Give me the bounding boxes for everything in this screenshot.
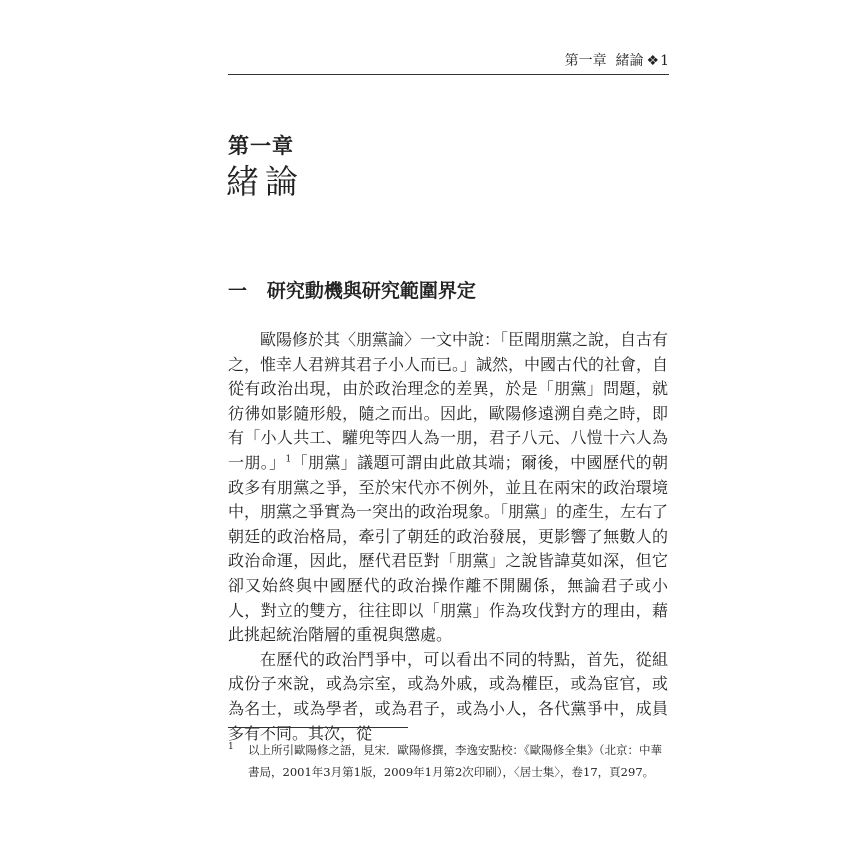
footnote-number: 1 xyxy=(228,742,234,752)
chapter-label: 第一章 xyxy=(228,134,294,158)
section-heading xyxy=(228,276,476,303)
running-header xyxy=(228,52,669,75)
header-title: 緒論 xyxy=(615,53,644,69)
page-number: 1 xyxy=(660,53,669,69)
diamond-icon: ❖ xyxy=(646,53,660,69)
paragraph-1 xyxy=(228,328,668,648)
footnote-divider xyxy=(228,727,408,728)
body-text xyxy=(228,328,668,746)
section-title: 研究動機與研究範圍界定 xyxy=(266,280,476,302)
header-chapter: 第一章 xyxy=(564,53,607,69)
footnote-text: 以上所引歐陽修之語，見宋．歐陽修撰，李逸安點校：《歐陽修全集》（北京：中華書局，2001年3月第1版，2009年1月第2次印刷），〈居士集〉，卷17，頁297。 xyxy=(248,743,662,779)
paragraph-2: 在歷代的政治鬥爭中，可以看出不同的特點，首先，從組成份子來說，或為宗室，或為外戚，或為權臣，或為宦官，或為名士，或為學者，或為君子，或為小人，各代黨爭中，成員多有不同。其次，從 xyxy=(228,649,668,743)
footnote xyxy=(228,739,668,783)
section-number: 一 xyxy=(228,280,248,302)
chapter-title: 緒論 xyxy=(226,162,304,201)
paragraph-1-part-a: 歐陽修於其〈朋黨論〉一文中說：「臣聞朋黨之說，自古有之，惟幸人君辨其君子小人而已。」誠然，中國古代的社會，自從有政治出現，由於政治理念的差異，於是「朋黨」問題，就彷彿如影隨形般，隨之而出。因此，歐陽修遠溯自堯之時，即有「小人共工、驩兜等四人為一朋，君子八元、八愷十六人為一朋。」 xyxy=(228,330,669,472)
paragraph-1-part-b: 「朋黨」議題可謂由此啟其端；爾後，中國歷代的朝政多有朋黨之爭，至於宋代亦不例外，並且在兩宋的政治環境中，朋黨之爭實為一突出的政治現象。「朋黨」的產生，左右了朝廷的政治格局，牽引了朝廷的政治發展，更影響了無數人的政治命運，因此，歷代君臣對「朋黨」之說皆諱莫如深，但它卻又始終與中國歷代的政治操作離不開關係，無論君子或小人，對立的雙方，往往即以「朋黨」作為攻伐對方的理由，藉此挑起統治階層的重視與懲處。 xyxy=(228,452,669,645)
footnote-ref[interactable]: 1 xyxy=(285,454,292,465)
